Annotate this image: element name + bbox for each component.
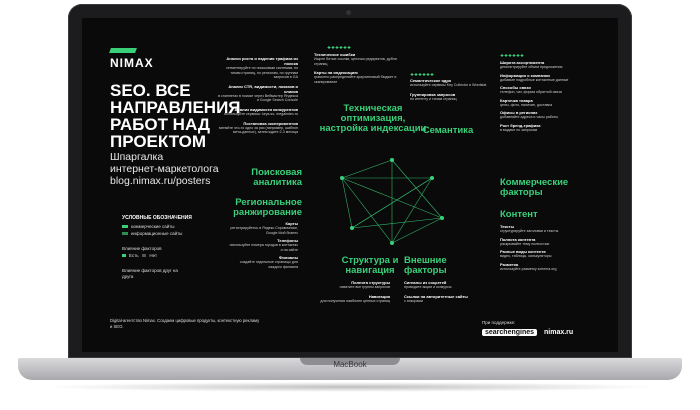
commercial-list xyxy=(500,60,600,133)
legend-influence: Влияние факторов xyxy=(122,246,162,251)
list-item: Сигналы из соцсетей проводите акции и конкурсы xyxy=(404,280,452,289)
list-item: Навигация для получения наиболее ценных страниц xyxy=(320,293,390,303)
partner-searchengines-logo[interactable]: searchengines xyxy=(482,329,537,336)
legend-mutual: Влияние факторов друг на друга xyxy=(122,268,178,279)
list-item: Карты регистрируйтесь в Яндекс.Справочнике, Google Мой бизнес xyxy=(230,221,298,235)
list-item: Широта ассортимента демонстрируйте объем предложения xyxy=(500,60,563,69)
list-item: Анализ роста и падения трафика из поиска сегментируйте по поисковым системам, по типам страниц, по регионам, по группам запросов в GA xyxy=(226,56,298,80)
section-search-analytics: Поисковая аналитика xyxy=(251,167,302,188)
legend-title: УСЛОВНЫЕ ОБОЗНАЧЕНИЯ xyxy=(122,215,192,221)
partners-label: При поддержке: xyxy=(482,320,516,325)
device-label: MacBook xyxy=(333,360,367,369)
list-item: Полнота контента раскрывайте тему полностью xyxy=(500,236,550,246)
legend-influence-yes xyxy=(122,253,157,258)
list-item: Полнота структуры охватите все группы запросов xyxy=(339,280,390,289)
dots-decoration xyxy=(327,46,351,49)
section-external: Внешние факторы xyxy=(404,255,447,276)
list-item: Карточка товара цены, фото, наличие, доставка xyxy=(500,97,553,107)
technical-list xyxy=(314,52,404,84)
list-item: Тексты структурируйте заголовки и тексты xyxy=(500,224,559,233)
factors-network-graph xyxy=(332,158,452,253)
section-regional: Региональное ранжирование xyxy=(233,197,302,218)
legend-informational xyxy=(122,231,182,236)
list-item: Ссылки на авторитетные сайты с анкорами xyxy=(404,293,468,303)
legend-no-label: Нет xyxy=(149,253,158,258)
partner-nimax-logo[interactable]: nimax.ru xyxy=(544,329,574,336)
list-item: Информация о компании добавьте подробные контактные данные xyxy=(500,72,569,82)
list-item: Карты на индексацию грамотно распределяйте краулинговый бюджет и сканирование xyxy=(314,70,397,84)
commercial-swatch-icon xyxy=(122,225,128,228)
section-commercial: Коммерческие факторы xyxy=(500,177,569,198)
list-item: Способы связи телефон, чат, форма обратной связи xyxy=(500,85,562,95)
external-list xyxy=(404,280,484,303)
list-item: Рост бренд-трафика в выдаче по запросам xyxy=(500,122,541,132)
poster-screen xyxy=(82,18,618,352)
list-item: Телефоны используйте номера городов в контактах и на сайте xyxy=(229,238,298,252)
list-item: Офисы в регионах добавляйте адреса и часы работы xyxy=(500,110,558,120)
device-shadow xyxy=(40,382,660,392)
section-technical: Техническая оптимизация, настройка индексации xyxy=(319,103,427,134)
no-swatch-icon xyxy=(142,254,146,257)
list-item: Постановка экспериментов меняйте что-то одно за раз (например, шаблон мета-данных), затем ждите 2-3 месяца xyxy=(218,120,298,135)
legend-commercial xyxy=(122,224,175,229)
yes-swatch-icon xyxy=(122,254,126,257)
logo-mark-icon xyxy=(109,48,137,53)
list-item: Анализ видимости конкурентов используйте сервисы: keys.so, megaindex.ru xyxy=(224,106,298,116)
analytics-list xyxy=(218,56,298,135)
list-item: Анализ CTR, видимости, показов и кликов в сниппетах в поиске через Вебмастер Яндекса и Google Search Console xyxy=(218,83,298,103)
section-structure: Структура и навигация xyxy=(341,255,399,276)
content-list xyxy=(500,224,600,271)
legend-yes-label: Есть xyxy=(129,253,139,258)
subtitle-line-2: интернет-маркетолога xyxy=(110,163,219,175)
legend-informational-label: информационные сайты xyxy=(131,231,183,236)
page-title: SEO. ВСЕ НАПРАВЛЕНИЯ РАБОТ НАД ПРОЕКТОМ xyxy=(110,81,241,151)
brand-logo: NIMAX xyxy=(110,56,154,70)
camera-icon xyxy=(346,10,351,15)
list-item: Разметка используйте разметку schema.org xyxy=(500,261,557,271)
dots-decoration xyxy=(410,73,434,76)
list-item: Филиалы создайте отдельные страницы для каждого филиала xyxy=(239,255,298,269)
section-semantics: Семантика xyxy=(422,125,474,136)
list-item: Технические ошибки Ищите битые ссылки, цепочки редиректов, дубли страниц xyxy=(314,52,397,66)
list-item: Семантическое ядро используйте сервисы Key Collector и Wordstat xyxy=(410,78,487,87)
structure-list xyxy=(304,280,390,303)
subtitle-link[interactable]: blog.nimax.ru/posters xyxy=(110,175,211,187)
list-item: Разные виды контента видео, таблицы, калькуляторы xyxy=(500,249,552,259)
list-item: Группировка запросов по интенту и типам страниц xyxy=(410,91,457,101)
dots-decoration xyxy=(500,54,524,57)
regional-list xyxy=(228,221,298,270)
footer-note: Digital-агентство Nimax. Создаем цифровые продукты, контекстную рекламу и SEO. xyxy=(110,318,260,329)
subtitle-line-1: Шпаргалка xyxy=(110,151,164,163)
section-content: Контент xyxy=(500,209,538,220)
legend-commercial-label: коммерческие сайты xyxy=(131,224,175,229)
informational-swatch-icon xyxy=(122,232,128,235)
semantics-list xyxy=(410,78,490,101)
